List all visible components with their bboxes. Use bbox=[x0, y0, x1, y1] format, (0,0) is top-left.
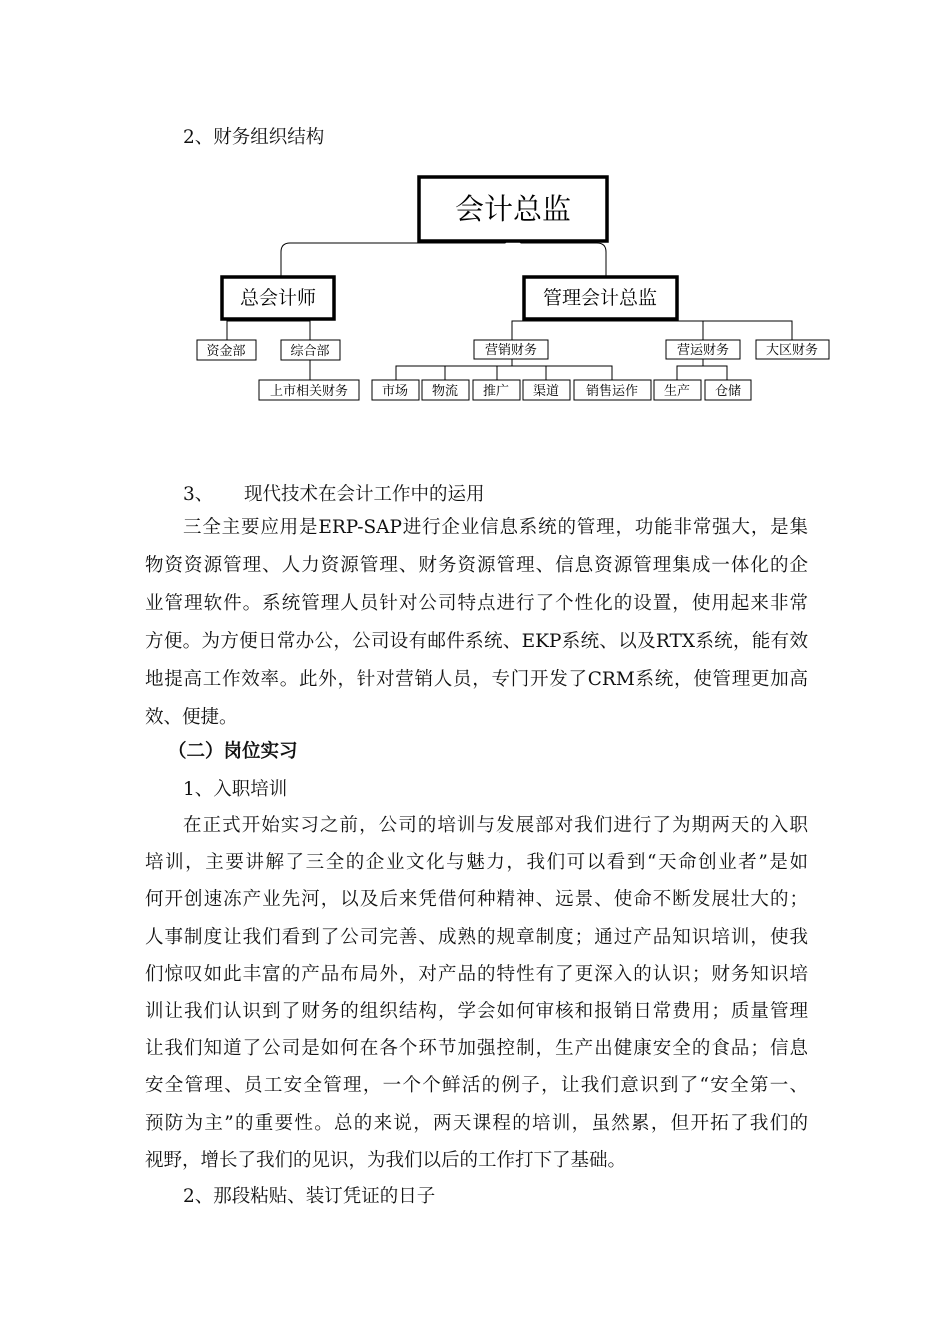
node-label: 物流 bbox=[431, 384, 459, 399]
subsection-heading-onboarding: 1、入职培训 bbox=[183, 779, 288, 800]
paragraph-line: 物资资源管理、人力资源管理、财务资源管理、信息资源管理集成一体化的企 bbox=[145, 555, 808, 576]
paragraph-line: 何开创速冻产业先河，以及后来凭借何种精神、远景、使命不断发展壮大的； bbox=[145, 889, 808, 910]
node-label: 管理会计总监 bbox=[542, 287, 658, 309]
node-label: 大区财务 bbox=[765, 343, 819, 358]
section-heading-org-structure: 2、财务组织结构 bbox=[183, 127, 325, 148]
paragraph-line: 效、便捷。 bbox=[145, 707, 238, 728]
node-label: 上市相关财务 bbox=[269, 384, 349, 399]
section-number: 3、 bbox=[183, 484, 214, 505]
org-chart bbox=[0, 0, 950, 420]
subsection-heading-vouchers: 2、那段粘贴、装订凭证的日子 bbox=[183, 1186, 436, 1207]
paragraph-line: 在正式开始实习之前，公司的培训与发展部对我们进行了为期两天的入职 bbox=[183, 815, 808, 836]
paragraph-line: 预防为主”的重要性。总的来说，两天课程的培训，虽然累，但开拓了我们的 bbox=[145, 1113, 808, 1134]
node-label: 营销财务 bbox=[484, 343, 538, 358]
node-label: 会计总监 bbox=[454, 192, 572, 226]
paragraph-line: 让我们知道了公司是如何在各个环节加强控制，生产出健康安全的食品；信息 bbox=[145, 1038, 808, 1059]
paragraph-line: 们惊叹如此丰富的产品布局外，对产品的特性有了更深入的认识；财务知识培 bbox=[145, 964, 808, 985]
paragraph-line: 业管理软件。系统管理人员针对公司特点进行了个性化的设置，使用起来非常 bbox=[145, 593, 808, 614]
paragraph-line: 人事制度让我们看到了公司完善、成熟的规章制度；通过产品知识培训，使我 bbox=[145, 927, 808, 948]
node-label: 资金部 bbox=[206, 344, 246, 359]
node-label: 渠道 bbox=[532, 384, 560, 399]
node-label: 市场 bbox=[381, 384, 409, 399]
node-label: 销售运作 bbox=[585, 384, 639, 399]
node-label: 营运财务 bbox=[676, 343, 730, 358]
node-label: 推广 bbox=[482, 384, 510, 399]
section-heading-tech: 现代技术在会计工作中的运用 bbox=[244, 484, 485, 505]
node-label: 生产 bbox=[663, 384, 691, 399]
node-label: 综合部 bbox=[290, 344, 330, 359]
part-heading-internship: （二）岗位实习 bbox=[168, 741, 298, 762]
paragraph-line: 训让我们认识到了财务的组织结构，学会如何审核和报销日常费用；质量管理 bbox=[145, 1001, 808, 1022]
node-label: 总会计师 bbox=[239, 287, 317, 309]
paragraph-line: 安全管理、员工安全管理，一个个鲜活的例子，让我们意识到了“安全第一、 bbox=[145, 1075, 808, 1096]
paragraph-line: 培训，主要讲解了三全的企业文化与魅力，我们可以看到“天命创业者”是如 bbox=[145, 852, 808, 873]
node-label: 仓储 bbox=[714, 384, 742, 399]
paragraph-line: 视野，增长了我们的见识，为我们以后的工作打下了基础。 bbox=[145, 1150, 627, 1171]
paragraph-line: 方便。为方便日常办公，公司设有邮件系统、EKP系统、以及RTX系统，能有效 bbox=[145, 631, 808, 652]
paragraph-line: 地提高工作效率。此外，针对营销人员，专门开发了CRM系统，使管理更加高 bbox=[145, 669, 808, 690]
paragraph-line: 三全主要应用是ERP-SAP进行企业信息系统的管理，功能非常强大，是集 bbox=[183, 517, 808, 538]
